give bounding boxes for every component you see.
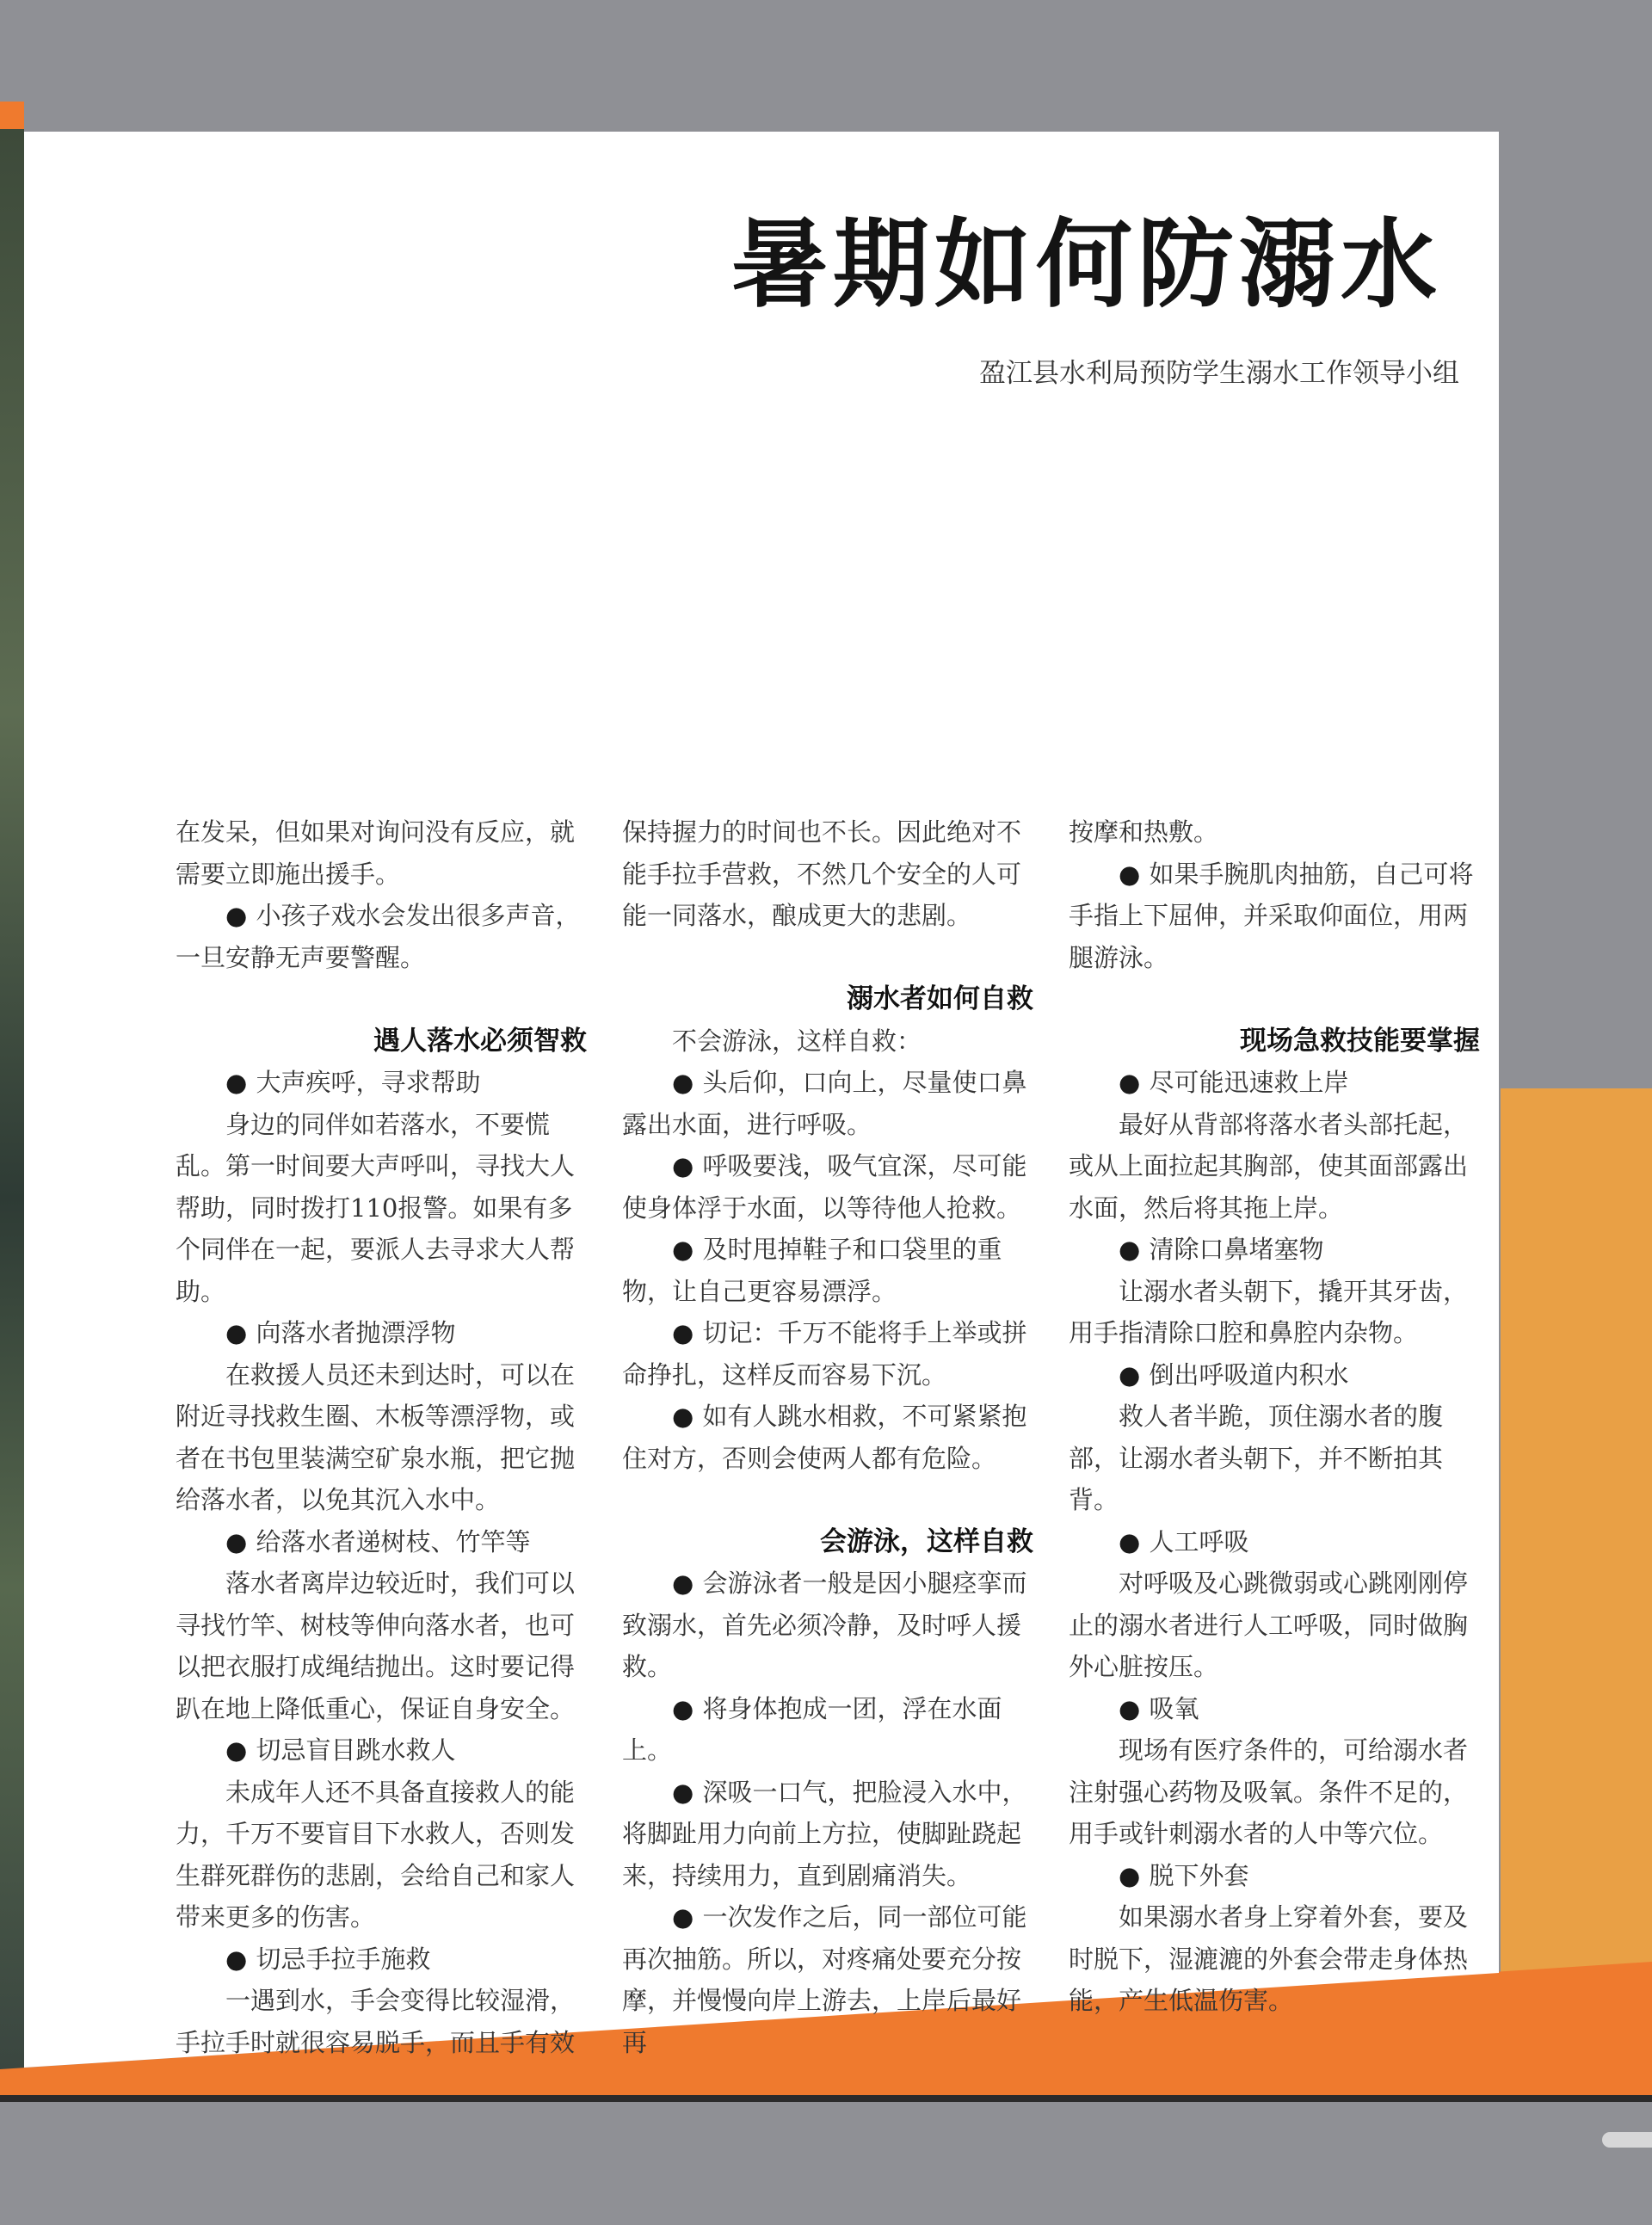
bullet-item: ● 给落水者递树枝、竹竿等 xyxy=(176,1521,587,1563)
body-paragraph: 在救援人员还未到达时，可以在附近寻找救生圈、木板等漂浮物，或者在书包里装满空矿泉水瓶，把它抛给落水者，以免其沉入水中。 xyxy=(176,1359,576,1514)
bullet-item: ● 如有人跳水相救，不可紧紧抱住对方，否则会使两人都有危险。 xyxy=(622,1396,1033,1479)
bullet-item: ● 如果手腕肌肉抽筋，自己可将手指上下屈伸，并采取仰面位，用两腿游泳。 xyxy=(1069,854,1480,979)
bullet-item: ● 头后仰，口向上，尽量使口鼻露出水面，进行呼吸。 xyxy=(622,1062,1033,1145)
section-heading: 溺水者如何自救 xyxy=(847,983,1033,1014)
left-orange-accent xyxy=(0,102,24,129)
body-paragraph: 最好从背部将落水者头部托起，或从上面拉起其胸部，使其面部露出水面，然后将其拖上岸。 xyxy=(1069,1109,1469,1223)
bullet-item: ● 倒出呼吸道内积水 xyxy=(1069,1354,1480,1396)
section-heading: 现场急救技能要掌握 xyxy=(1240,1025,1480,1057)
bullet-item: ● 切忌盲目跳水救人 xyxy=(176,1729,587,1772)
section-heading: 会游泳，这样自救 xyxy=(820,1525,1033,1557)
continued-text: 按摩和热敷。 xyxy=(1069,817,1219,847)
bullet-item: ● 清除口鼻堵塞物 xyxy=(1069,1229,1480,1271)
body-paragraph: 身边的同伴如若落水，不要慌乱。第一时间要大声呼叫，寻找大人帮助，同时拨打110报警。如果有多个同伴在一起，要派人去寻求大人帮助。 xyxy=(176,1109,576,1306)
body-paragraph: 现场有医疗条件的，可给溺水者注射强心药物及吸氧。条件不足的，用手或针刺溺水者的人中等穴位。 xyxy=(1069,1735,1469,1848)
article-byline: 盈江县水利局预防学生溺水工作领导小组 xyxy=(979,358,1459,389)
section-spacer xyxy=(176,978,587,1020)
bullet-item: ● 小孩子戏水会发出很多声音，一旦安静无声要警醒。 xyxy=(176,895,587,978)
body-paragraph: 落水者离岸边较近时，我们可以寻找竹竿、树枝等伸向落水者，也可以把衣服打成绳结抛出。这时要记得趴在地上降低重心，保证自身安全。 xyxy=(176,1569,576,1723)
bullet-item: ● 人工呼吸 xyxy=(1069,1521,1480,1563)
body-paragraph: 让溺水者头朝下，撬开其牙齿，用手指清除口腔和鼻腔内杂物。 xyxy=(1069,1276,1469,1347)
section-spacer xyxy=(1069,978,1480,1020)
bullet-item: ● 切记：千万不能将手上举或拼命挣扎，这样反而容易下沉。 xyxy=(622,1312,1033,1396)
column-2 xyxy=(622,811,1033,2063)
bullet-item: ● 会游泳者一般是因小腿痉挛而致溺水，首先必须冷静，及时呼人援救。 xyxy=(622,1562,1033,1688)
right-orange-accent xyxy=(1501,1088,1652,1983)
column-3 xyxy=(1069,811,1480,2022)
body-paragraph: 救人者半跪，顶住溺水者的腹部，让溺水者头朝下，并不断拍其背。 xyxy=(1069,1402,1444,1514)
bottom-divider xyxy=(0,2095,1652,2102)
column-1 xyxy=(176,811,587,2063)
body-paragraph: 一遇到水，手会变得比较湿滑，手拉手时就很容易脱手，而且手有效 xyxy=(176,1986,576,2057)
bullet-item: ● 将身体抱成一团，浮在水面上。 xyxy=(622,1688,1033,1772)
bullet-item: ● 向落水者抛漂浮物 xyxy=(176,1312,587,1354)
continued-text: 保持握力的时间也不长。因此绝对不能手拉手营救，不然几个安全的人可能一同落水，酿成更大的悲剧。 xyxy=(622,817,1022,930)
article-title: 暑期如何防溺水 xyxy=(731,208,1442,321)
bullet-item: ● 呼吸要浅，吸气宜深，尽可能使身体浮于水面，以等待他人抢救。 xyxy=(622,1145,1033,1229)
bullet-item: ● 脱下外套 xyxy=(1069,1855,1480,1897)
section-spacer xyxy=(622,1479,1033,1521)
bullet-item: ● 切忌手拉手施救 xyxy=(176,1938,587,1981)
bullet-item: ● 尽可能迅速救上岸 xyxy=(1069,1062,1480,1104)
bullet-item: ● 吸氧 xyxy=(1069,1688,1480,1730)
continued-text: 在发呆，但如果对询问没有反应，就需要立即施出援手。 xyxy=(176,817,576,889)
body-paragraph: 不会游泳，这样自救： xyxy=(672,1026,922,1056)
bullet-item: ● 及时甩掉鞋子和口袋里的重物，让自己更容易漂浮。 xyxy=(622,1229,1033,1312)
bullet-item: ● 一次发作之后，同一部位可能再次抽筋。所以，对疼痛处要充分按摩，并慢慢向岸上游去，上岸后最好再 xyxy=(622,1896,1033,2063)
body-paragraph: 对呼吸及心跳微弱或心跳刚刚停止的溺水者进行人工呼吸，同时做胸外心脏按压。 xyxy=(1069,1569,1469,1681)
bullet-item: ● 大声疾呼，寻求帮助 xyxy=(176,1062,587,1104)
background-photo-strip xyxy=(0,129,24,2074)
page-tab xyxy=(1602,2132,1652,2148)
section-heading: 遇人落水必须智救 xyxy=(373,1025,587,1057)
body-paragraph: 如果溺水者身上穿着外套，要及时脱下，湿漉漉的外套会带走身体热能，产生低温伤害。 xyxy=(1069,1902,1469,2015)
body-paragraph: 未成年人还不具备直接救人的能力，千万不要盲目下水救人，否则发生群死群伤的悲剧，会给自己和家人带来更多的伤害。 xyxy=(176,1777,576,1932)
section-spacer xyxy=(622,937,1033,979)
bullet-item: ● 深吸一口气，把脸浸入水中，将脚趾用力向前上方拉，使脚趾跷起来，持续用力，直到剧痛消失。 xyxy=(622,1772,1033,1897)
